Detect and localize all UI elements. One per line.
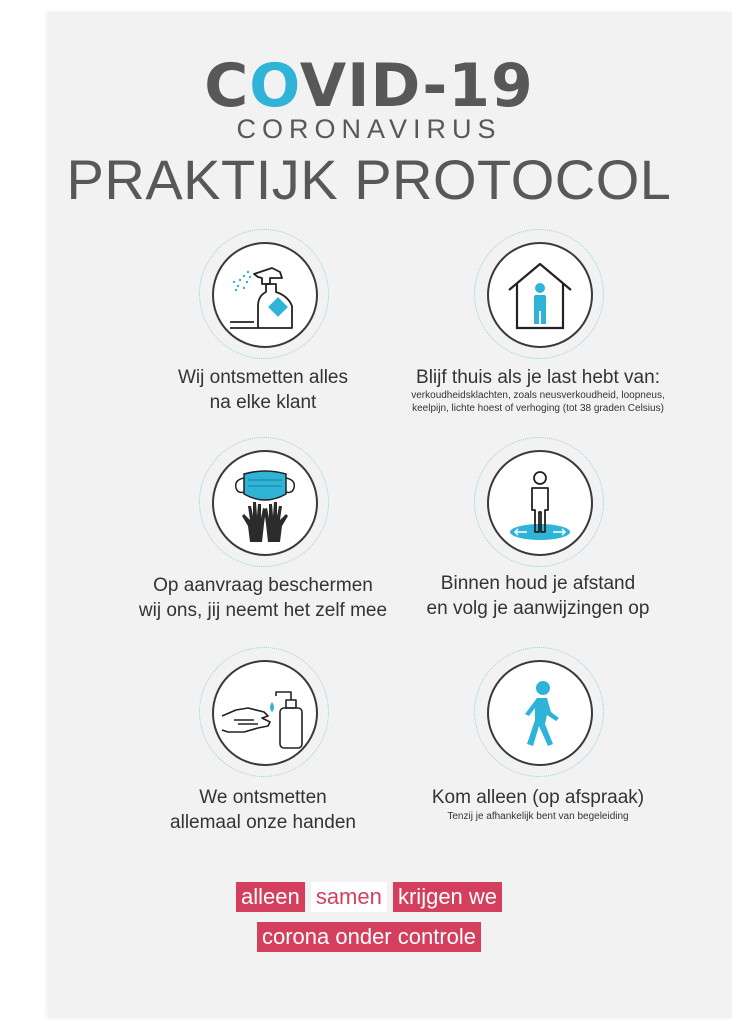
caption-line1: Blijf thuis als je last hebt van: xyxy=(416,367,660,388)
caption-sub1: verkoudheidsklachten, zoals neusverkoudheid, loopneus, xyxy=(411,390,665,401)
caption-line1: Binnen houd je afstand xyxy=(440,573,636,594)
caption-line1: Kom alleen (op afspraak) xyxy=(431,787,645,808)
caption-line2: wij ons, jij neemt het zelf mee xyxy=(138,600,388,621)
covid19-title: COVID-19 xyxy=(204,51,534,121)
caption-line1: Wij ontsmetten alles xyxy=(177,367,348,388)
mask-gloves-icon xyxy=(214,452,316,554)
slogan-word-samen: samen xyxy=(311,882,387,912)
coronavirus-subtitle: CORONAVIRUS xyxy=(236,114,502,144)
covid-o-letter: O xyxy=(249,51,300,121)
caption-line2: na elke klant xyxy=(209,392,317,413)
house-person-icon xyxy=(489,244,591,346)
slogan-corona: corona onder controle xyxy=(257,922,481,952)
slogan-word-krijgen: krijgen we xyxy=(393,882,502,912)
spray-bottle-icon xyxy=(214,244,316,346)
hand-sanitizer-icon xyxy=(214,662,316,764)
slogan-word-alleen: alleen xyxy=(236,882,305,912)
caption-sub2: keelpijn, lichte hoest of verhoging (tot 38 graden Celsius) xyxy=(412,403,664,414)
caption-line1: We ontsmetten xyxy=(199,787,327,808)
caption-line1: Op aanvraag beschermen xyxy=(153,575,373,596)
slogan-line1 xyxy=(0,882,738,912)
distance-person-icon xyxy=(489,452,591,554)
caption-sub1: Tenzij je afhankelijk bent van begeleiding xyxy=(447,811,629,822)
praktijk-protocol-title: PRAKTIJK PROTOCOL xyxy=(66,148,672,211)
walking-person-icon xyxy=(489,662,591,764)
slogan-line2 xyxy=(0,922,738,952)
caption-line2: allemaal onze handen xyxy=(170,812,356,833)
caption-line2: en volg je aanwijzingen op xyxy=(426,598,650,619)
